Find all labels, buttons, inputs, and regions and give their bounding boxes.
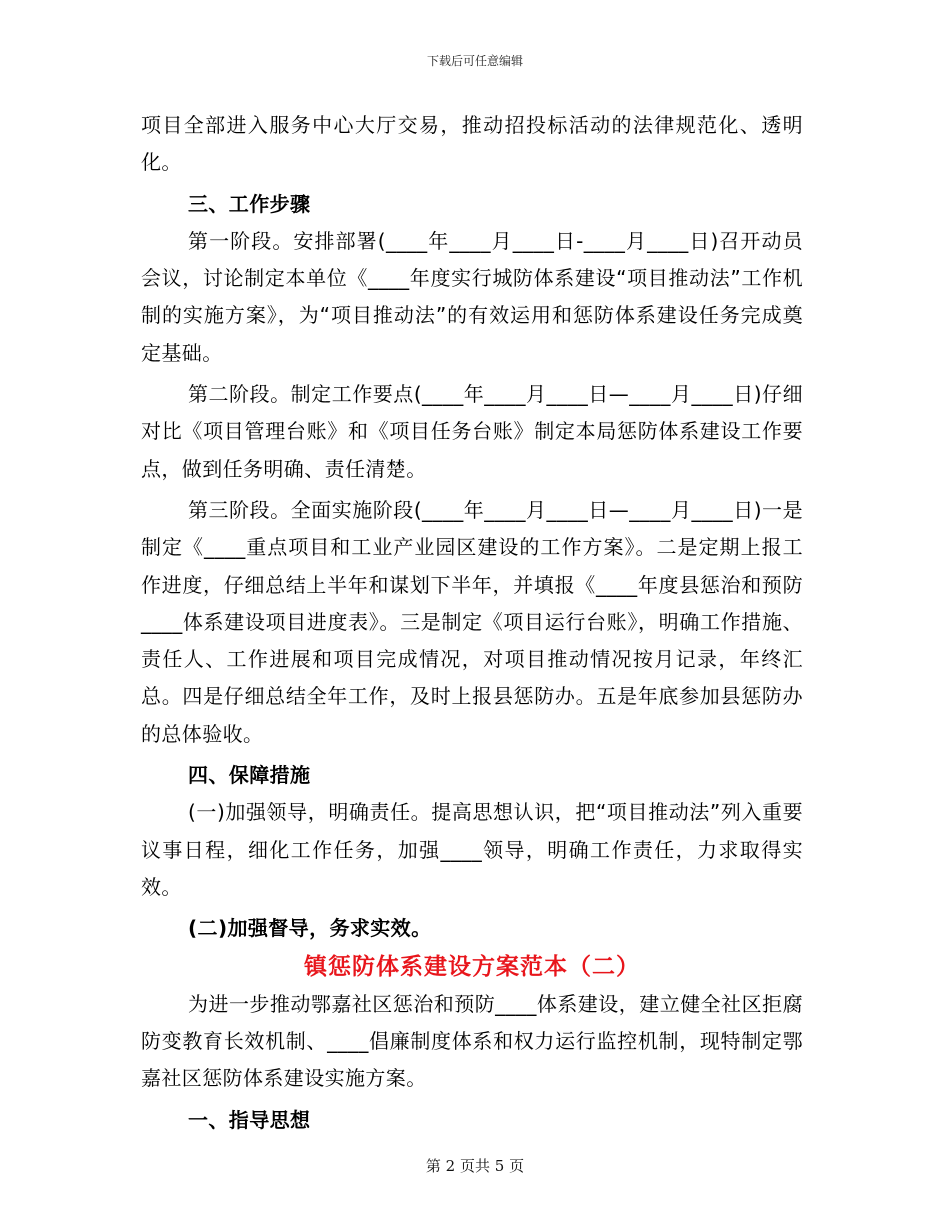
paragraph-stage-three: 第三阶段。全面实施阶段(____年____月____日—____月____日)一是制定《____重点项目和工业产业园区建设的工作方案》。二是定期上报工作进度，仔细总结上半年和谋划下半年，并填报《____年度县惩治和预防____体系建设项目进度表》。三是制定《项目运行台账》，明确工作措施、责任人、工作进展和项目完成情况，对项目推动情况按月记录，年终汇总。四是仔细总结全年工作，及时上报县惩防办。五是年底参加县惩防办的总体验收。 — [141, 497, 803, 746]
heading-guiding-ideology: 一、指导思想 — [188, 1107, 311, 1132]
paragraph-stage-two: 第二阶段。制定工作要点(____年____月____日—____月____日)仔细对比《项目管理台账》和《项目任务台账》制定本局惩防体系建设工作要点，做到任务明确、责任清楚。 — [141, 382, 803, 481]
section-title: 镇惩防体系建设方案范本（二） — [304, 953, 640, 980]
paragraph-intro: 为进一步推动鄂嘉社区惩治和预防____体系建设，建立健全社区拒腐防变教育长效机制、____倡廉制度体系和权力运行监控机制，现特制定鄂嘉社区惩防体系建设实施方案。 — [141, 991, 803, 1091]
paragraph-stage-one: 第一阶段。安排部署(____年____月____日-____月____日)召开动员会议，讨论制定本单位《____年度实行城防体系建设“项目推动法”工作机制的实施方案》，为“项目推动法”的有效运用和惩防体系建设任务完成奠定基础。 — [141, 228, 803, 365]
heading-safeguards: 四、保障措施 — [188, 763, 311, 788]
heading-work-steps: 三、工作步骤 — [188, 191, 311, 216]
paragraph-safeguard-two: (二)加强督导，务求实效。 — [188, 916, 432, 941]
paragraph-safeguard-one: (一)加强领导，明确责任。提高思想认识，把“项目推动法”列入重要议事日程，细化工作任务，加强____领导，明确工作责任，力求取得实效。 — [141, 800, 803, 899]
page-header: 下载后可任意编辑 — [426, 54, 523, 68]
document-body — [141, 107, 803, 1139]
paragraph-continuation: 项目全部进入服务中心大厅交易，推动招投标活动的法律规范化、透明化。 — [141, 113, 803, 175]
page-footer: 第 2 页共 5 页 — [425, 1157, 525, 1175]
